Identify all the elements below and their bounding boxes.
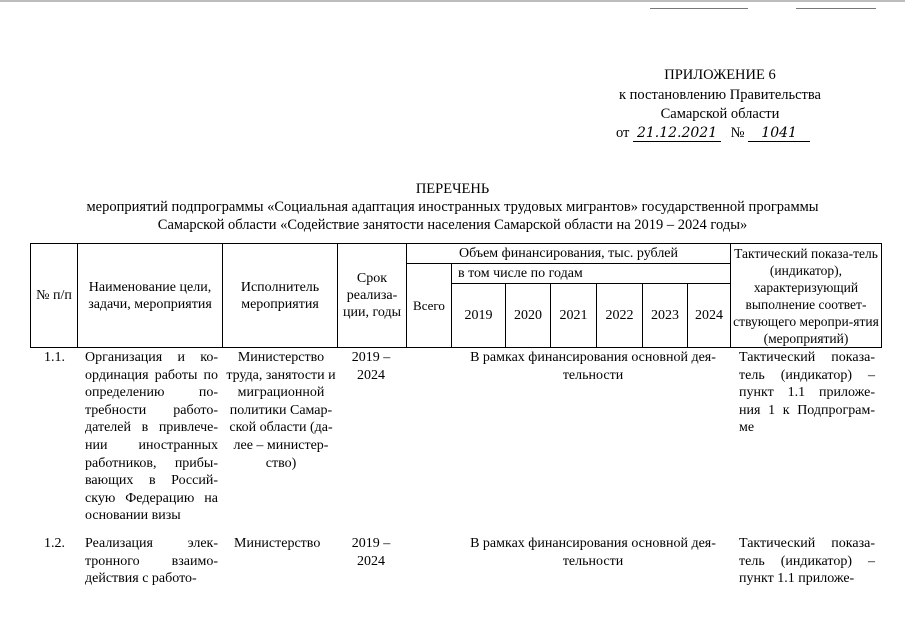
scan-top-edge xyxy=(0,0,905,2)
appendix-title: ПРИЛОЖЕНИЕ 6 xyxy=(664,67,776,83)
handwritten-date: 21.12.2021 xyxy=(633,125,721,142)
measures-table xyxy=(30,243,882,643)
row1-indicator: Тактический показа-тель (индикатор) – пункт 1.1 приложе-ния 1 к Подпрограм-ме xyxy=(739,350,875,436)
header-year-2022: 2022 xyxy=(605,308,634,323)
document-subtitle-line2: Самарской области «Содействие занятости населения Самарской области на 2019 – 2024 годы» xyxy=(157,217,748,233)
header-total: Всего xyxy=(413,298,445,313)
row2-number: 1.2. xyxy=(44,536,65,551)
row2-term: 2019 – 2024 xyxy=(351,536,391,569)
row1-number: 1.1. xyxy=(44,350,65,365)
header-by-years: в том числе по годам xyxy=(458,266,583,281)
row2-executor: Министерство xyxy=(234,536,321,551)
col-border-3 xyxy=(337,243,338,347)
row2-measure-name: Реализация элек-тронного взаимо-действия с работо- xyxy=(85,536,218,587)
header-indicator: Тактический показа-тель (индикатор), характеризующий выполнение соответ-ствующего меропри-ятия (мероприятий) xyxy=(733,245,879,346)
row2-funding: В рамках финансирования основной дея-тельности xyxy=(470,536,716,569)
date-prefix: от xyxy=(616,125,630,141)
header-name: Наименование цели, задачи, мероприятия xyxy=(88,279,212,312)
header-year-2023: 2023 xyxy=(651,308,679,323)
header-year-2024: 2024 xyxy=(695,308,723,323)
col-border-1 xyxy=(77,243,78,347)
row2-indicator: Тактический показа-тель (индикатор) – пункт 1.1 приложе- xyxy=(739,536,875,587)
header-year-2020: 2020 xyxy=(514,308,542,323)
header-number: № п/п xyxy=(36,288,72,303)
document-subtitle-line1: мероприятий подпрограммы «Социальная адаптация иностранных трудовых мигрантов» государственной программы xyxy=(86,199,819,215)
row1-executor: Министерство труда, занятости и миграционной политики Самар-ской области (да-лее – министер-ство) xyxy=(226,350,336,471)
header-funding: Объем финансирования, тыс. рублей xyxy=(458,246,679,261)
header-term: Срок реализа-ции, годы xyxy=(343,271,401,320)
header-rule-right xyxy=(796,8,876,9)
appendix-decree-line: к постановлению Правительства xyxy=(619,87,821,103)
header-year-2019: 2019 xyxy=(464,308,493,323)
document-title: ПЕРЕЧЕНЬ xyxy=(415,181,490,197)
header-executor: Исполнитель мероприятия xyxy=(240,279,320,312)
appendix-region-line: Самарской области xyxy=(660,106,780,122)
appendix-date-number-line xyxy=(616,124,836,143)
col-border-0 xyxy=(30,243,31,347)
number-prefix: № xyxy=(730,125,745,141)
col-border-12 xyxy=(881,243,882,347)
handwritten-number: 1041 xyxy=(748,125,810,142)
row1-term: 2019 – 2024 xyxy=(351,350,391,383)
header-bottom-line xyxy=(30,347,882,348)
header-rule-left xyxy=(650,8,748,9)
row1-funding: В рамках финансирования основной дея-тельности xyxy=(470,350,716,383)
header-year-2021: 2021 xyxy=(559,308,588,323)
col-border-2 xyxy=(222,243,223,347)
col-border-11 xyxy=(730,243,731,347)
row1-measure-name: Организация и ко-ординация работы по определению по-требности работо-дателей в привлече-нии иностранных работников, прибы-вающих в Россий-скую Федерацию на основании визы xyxy=(85,350,218,524)
